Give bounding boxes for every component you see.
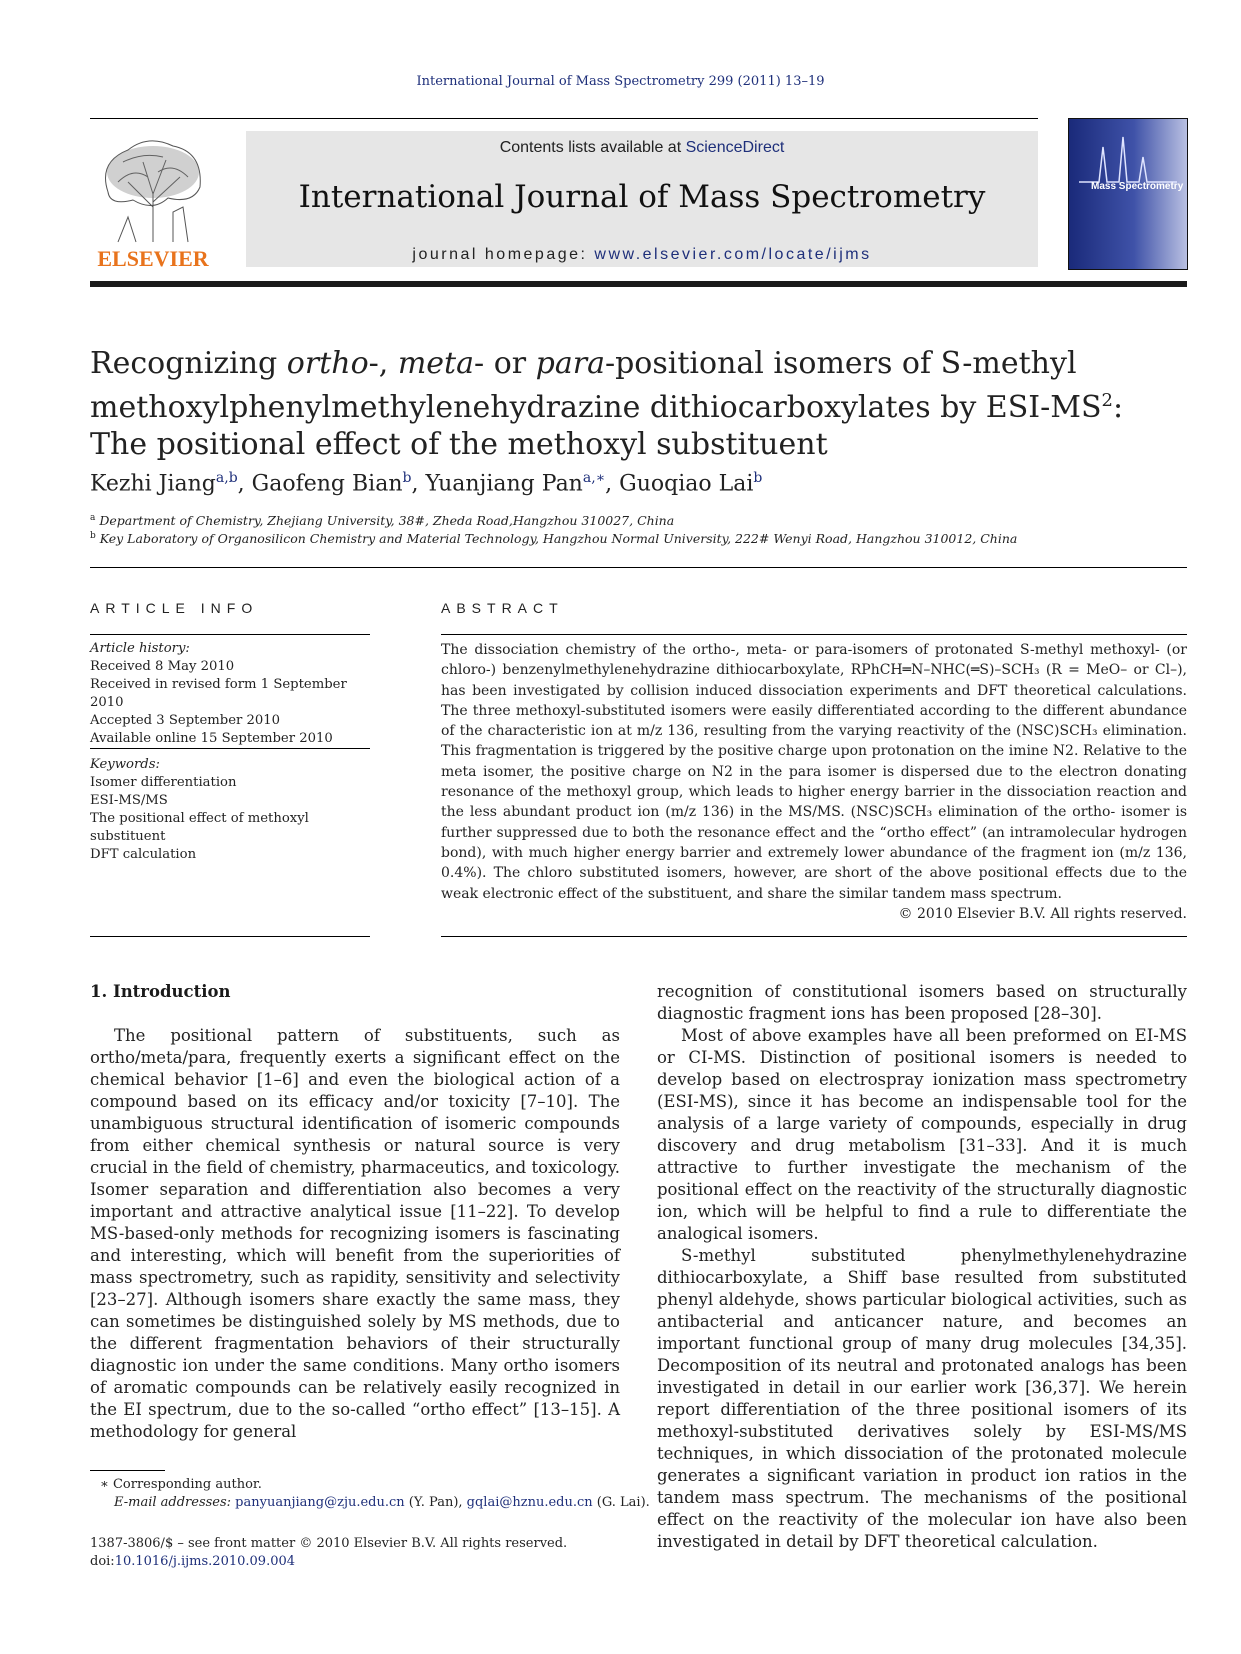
affiliation-a: $^a$ Department of Chemistry, Zhejiang University, 38#, Zheda Road,Hangzhou 310027, China xyxy=(90,513,675,529)
homepage-prefix: journal homepage: xyxy=(412,246,595,263)
homepage-line xyxy=(246,246,1038,264)
header-thick-rule xyxy=(90,281,1187,287)
author-name: Kezhi Jiang xyxy=(90,471,216,497)
header-rule xyxy=(90,118,1038,119)
issn-line: 1387-3806/$ – see front matter © 2010 Elsevier B.V. All rights reserved. xyxy=(90,1536,568,1551)
intro-right-column xyxy=(657,981,1187,1553)
author-affil-link[interactable]: a,∗ xyxy=(582,470,606,486)
contents-line xyxy=(246,139,1038,157)
author-affil-link[interactable]: a,b xyxy=(215,470,238,486)
author-name: Guoqiao Lai xyxy=(619,471,754,497)
cover-title: Mass Spectrometry xyxy=(1091,181,1184,192)
section-rule xyxy=(90,567,1187,568)
email-line: E-mail addresses: panyuanjiang@zju.edu.cn (Y. Pan), gqlai@hznu.edu.cn (G. Lai). xyxy=(114,1495,650,1510)
front-matter xyxy=(90,1535,567,1571)
intro-paragraph: S-methyl substituted phenylmethylenehydrazine dithiocarboxylate, a Shiff base resulted from substituted phenyl aldehyde, shows particular biological activities, such as antibacterial and anticancer nature, and becomes an important functional group of many drug molecules [34,35]. Decomposition of its neutral and protonated analogs has been investigated in detail in our earlier work [36,37]. We herein report differentiation of the three positional isomers of its methoxyl-substituted derivatives solely by ESI-MS/MS techniques, in which dissociation of the protonated molecule generates a significant variation in product ion ratios in the tandem mass spectrum. The mechanisms of the positional effect on the reactivity of the molecular ion have also been investigated in detail by DFT theoretical calculation. xyxy=(657,1246,1187,1551)
corresponding-author: ∗ Corresponding author. xyxy=(100,1477,262,1492)
tree-icon xyxy=(88,132,218,244)
email-link[interactable]: panyuanjiang@zju.edu.cn xyxy=(235,1495,405,1510)
article-title: Recognizing ortho-, meta- or para-positional isomers of S-methyl methoxylphenylmethylenehydrazine dithiocarboxylates by ESI-$MS^2$: The positional effect of the methoxyl substituent xyxy=(90,346,1124,462)
footnote-rule xyxy=(90,1470,165,1471)
affiliation-b: $^b$ Key Laboratory of Organosilicon Chemistry and Material Technology, Hangzhou Normal University, 222# Wenyi Road, Hangzhou 310012, China xyxy=(90,531,1018,547)
doi-line: doi:10.1016/j.ijms.2010.09.004 xyxy=(90,1554,296,1569)
info-rule xyxy=(90,634,370,635)
info-bottom-rule xyxy=(90,936,370,937)
article-info-heading: ARTICLE INFO xyxy=(90,600,259,616)
author-name: Gaofeng Bian xyxy=(251,471,403,497)
abstract-bottom-rule xyxy=(441,936,1187,937)
keywords-rule xyxy=(90,748,370,749)
sciencedirect-link[interactable]: ScienceDirect xyxy=(685,139,785,156)
abstract-text: The dissociation chemistry of the ortho-, meta- or para-isomers of protonated S-methyl methoxyl- (or chloro-) benzenylmethylenehydrazine dithiocarboxylate, RPhCH═N–NHC(═S)–SCH₃ (R = MeO– or Cl–), has been investigated by collision induced dissociation experiments and DFT theoretical calculations. The three methoxyl-substituted isomers were easily differentiated according to the different abundance of the characteristic ion at m/z 136, resulting from the varying reactivity of the (NSC)SCH₃ elimination. This fragmentation is triggered by the positive charge upon protonation on the imine N2. Relative to the meta isomer, the positive charge on N2 in the para isomer is dispersed due to the electron donating resonance of the methoxyl group, which leads to higher energy barrier in the dissociation reaction and the less abundant product ion (m/z 136) in the MS/MS. (NSC)SCH₃ elimination of the ortho- isomer is further suppressed due to both the resonance effect and the “ortho effect” (an intramolecular hydrogen bond), with much higher energy barrier and extremely lower abundance of the fragment ion (m/z 136, 0.4%). The chloro substituted isomers, however, are short of the above positional effects due to the weak electronic effect of the substituent, and share the similar tandem mass spectrum. xyxy=(441,642,1187,902)
corresponding-footnote xyxy=(100,1476,650,1512)
intro-paragraph: The positional pattern of substituents, such as ortho/meta/para, frequently exerts a significant effect on the chemical behavior [1–6] and even the biological action of a compound based on its efficacy and/or toxicity [7–10]. The unambiguous structural identification of isomeric compounds from either chemical synthesis or natural source is very crucial in the field of chemistry, pharmaceutics, and toxicology. Isomer separation and differentiation also becomes a very important and attractive analytical issue [11–22]. To develop MS-based-only methods for recognizing isomers is fascinating and interesting, which will benefit from the superiorities of mass spectrometry, such as rapidity, sensitivity and selectivity [23–27]. Although isomers share exactly the same mass, they can sometimes be distinguished solely by MS methods, due to the different fragmentation behaviors of their structurally diagnostic ion under the same conditions. Many ortho isomers of aromatic compounds can be relatively easily recognized in the EI spectrum, due to the so-called “ortho effect” [13–15]. A methodology for general xyxy=(90,1026,620,1441)
elsevier-logo[interactable] xyxy=(88,132,218,272)
abstract-rule xyxy=(441,634,1187,635)
journal-title: International Journal of Mass Spectrometry xyxy=(298,179,986,215)
intro-paragraph: recognition of constitutional isomers based on structurally diagnostic fragment ions has been proposed [28–30]. xyxy=(657,982,1187,1023)
contents-prefix: Contents lists available at xyxy=(499,139,686,156)
author-affil-link[interactable]: b xyxy=(753,470,763,486)
author-affil-link[interactable]: b xyxy=(402,470,412,486)
intro-heading: 1. Introduction xyxy=(90,982,231,1001)
intro-left-column xyxy=(90,1025,620,1443)
spectrum-icon xyxy=(1069,127,1187,187)
journal-citation[interactable]: International Journal of Mass Spectrometry 299 (2011) 13–19 xyxy=(416,74,825,89)
abstract-body xyxy=(441,640,1187,924)
journal-banner xyxy=(246,131,1038,267)
doi-link[interactable]: 10.1016/j.ijms.2010.09.004 xyxy=(114,1554,296,1569)
homepage-link[interactable]: www.elsevier.com/locate/ijms xyxy=(594,246,872,263)
keywords: Keywords: Isomer differentiation ESI-MS/MS The positional effect of methoxyl substituent DFT calculation xyxy=(90,757,309,862)
journal-cover[interactable] xyxy=(1068,118,1188,270)
author-name: Yuanjiang Pan xyxy=(425,471,583,497)
email-link[interactable]: gqlai@hznu.edu.cn xyxy=(466,1495,593,1510)
abstract-copyright: © 2010 Elsevier B.V. All rights reserved. xyxy=(898,905,1187,922)
publisher-logo-text: ELSEVIER xyxy=(97,246,209,271)
article-history: Article history: Received 8 May 2010 Received in revised form 1 September 2010 Accepted 3 September 2010 Available online 15 September 2010 xyxy=(90,641,347,746)
author-list: Kezhi Jiang$^{a,b}$, Gaofeng Bian$^b$, Yuanjiang Pan$^{a,∗}$, Guoqiao Lai$^b$ xyxy=(90,470,763,497)
abstract-heading: ABSTRACT xyxy=(441,600,564,616)
intro-paragraph: Most of above examples have all been preformed on EI-MS or CI-MS. Distinction of positional isomers is needed to develop based on electrospray ionization mass spectrometry (ESI-MS), since it has become an indispensable tool for the analysis of a large variety of compounds, especially in drug discovery and drug metabolism [31–33]. And it is much attractive to further investigate the mechanism of the positional effect on the reactivity of the structurally diagnostic ion, which will be helpful to find a rule to differentiate the analogical isomers. xyxy=(657,1026,1187,1243)
